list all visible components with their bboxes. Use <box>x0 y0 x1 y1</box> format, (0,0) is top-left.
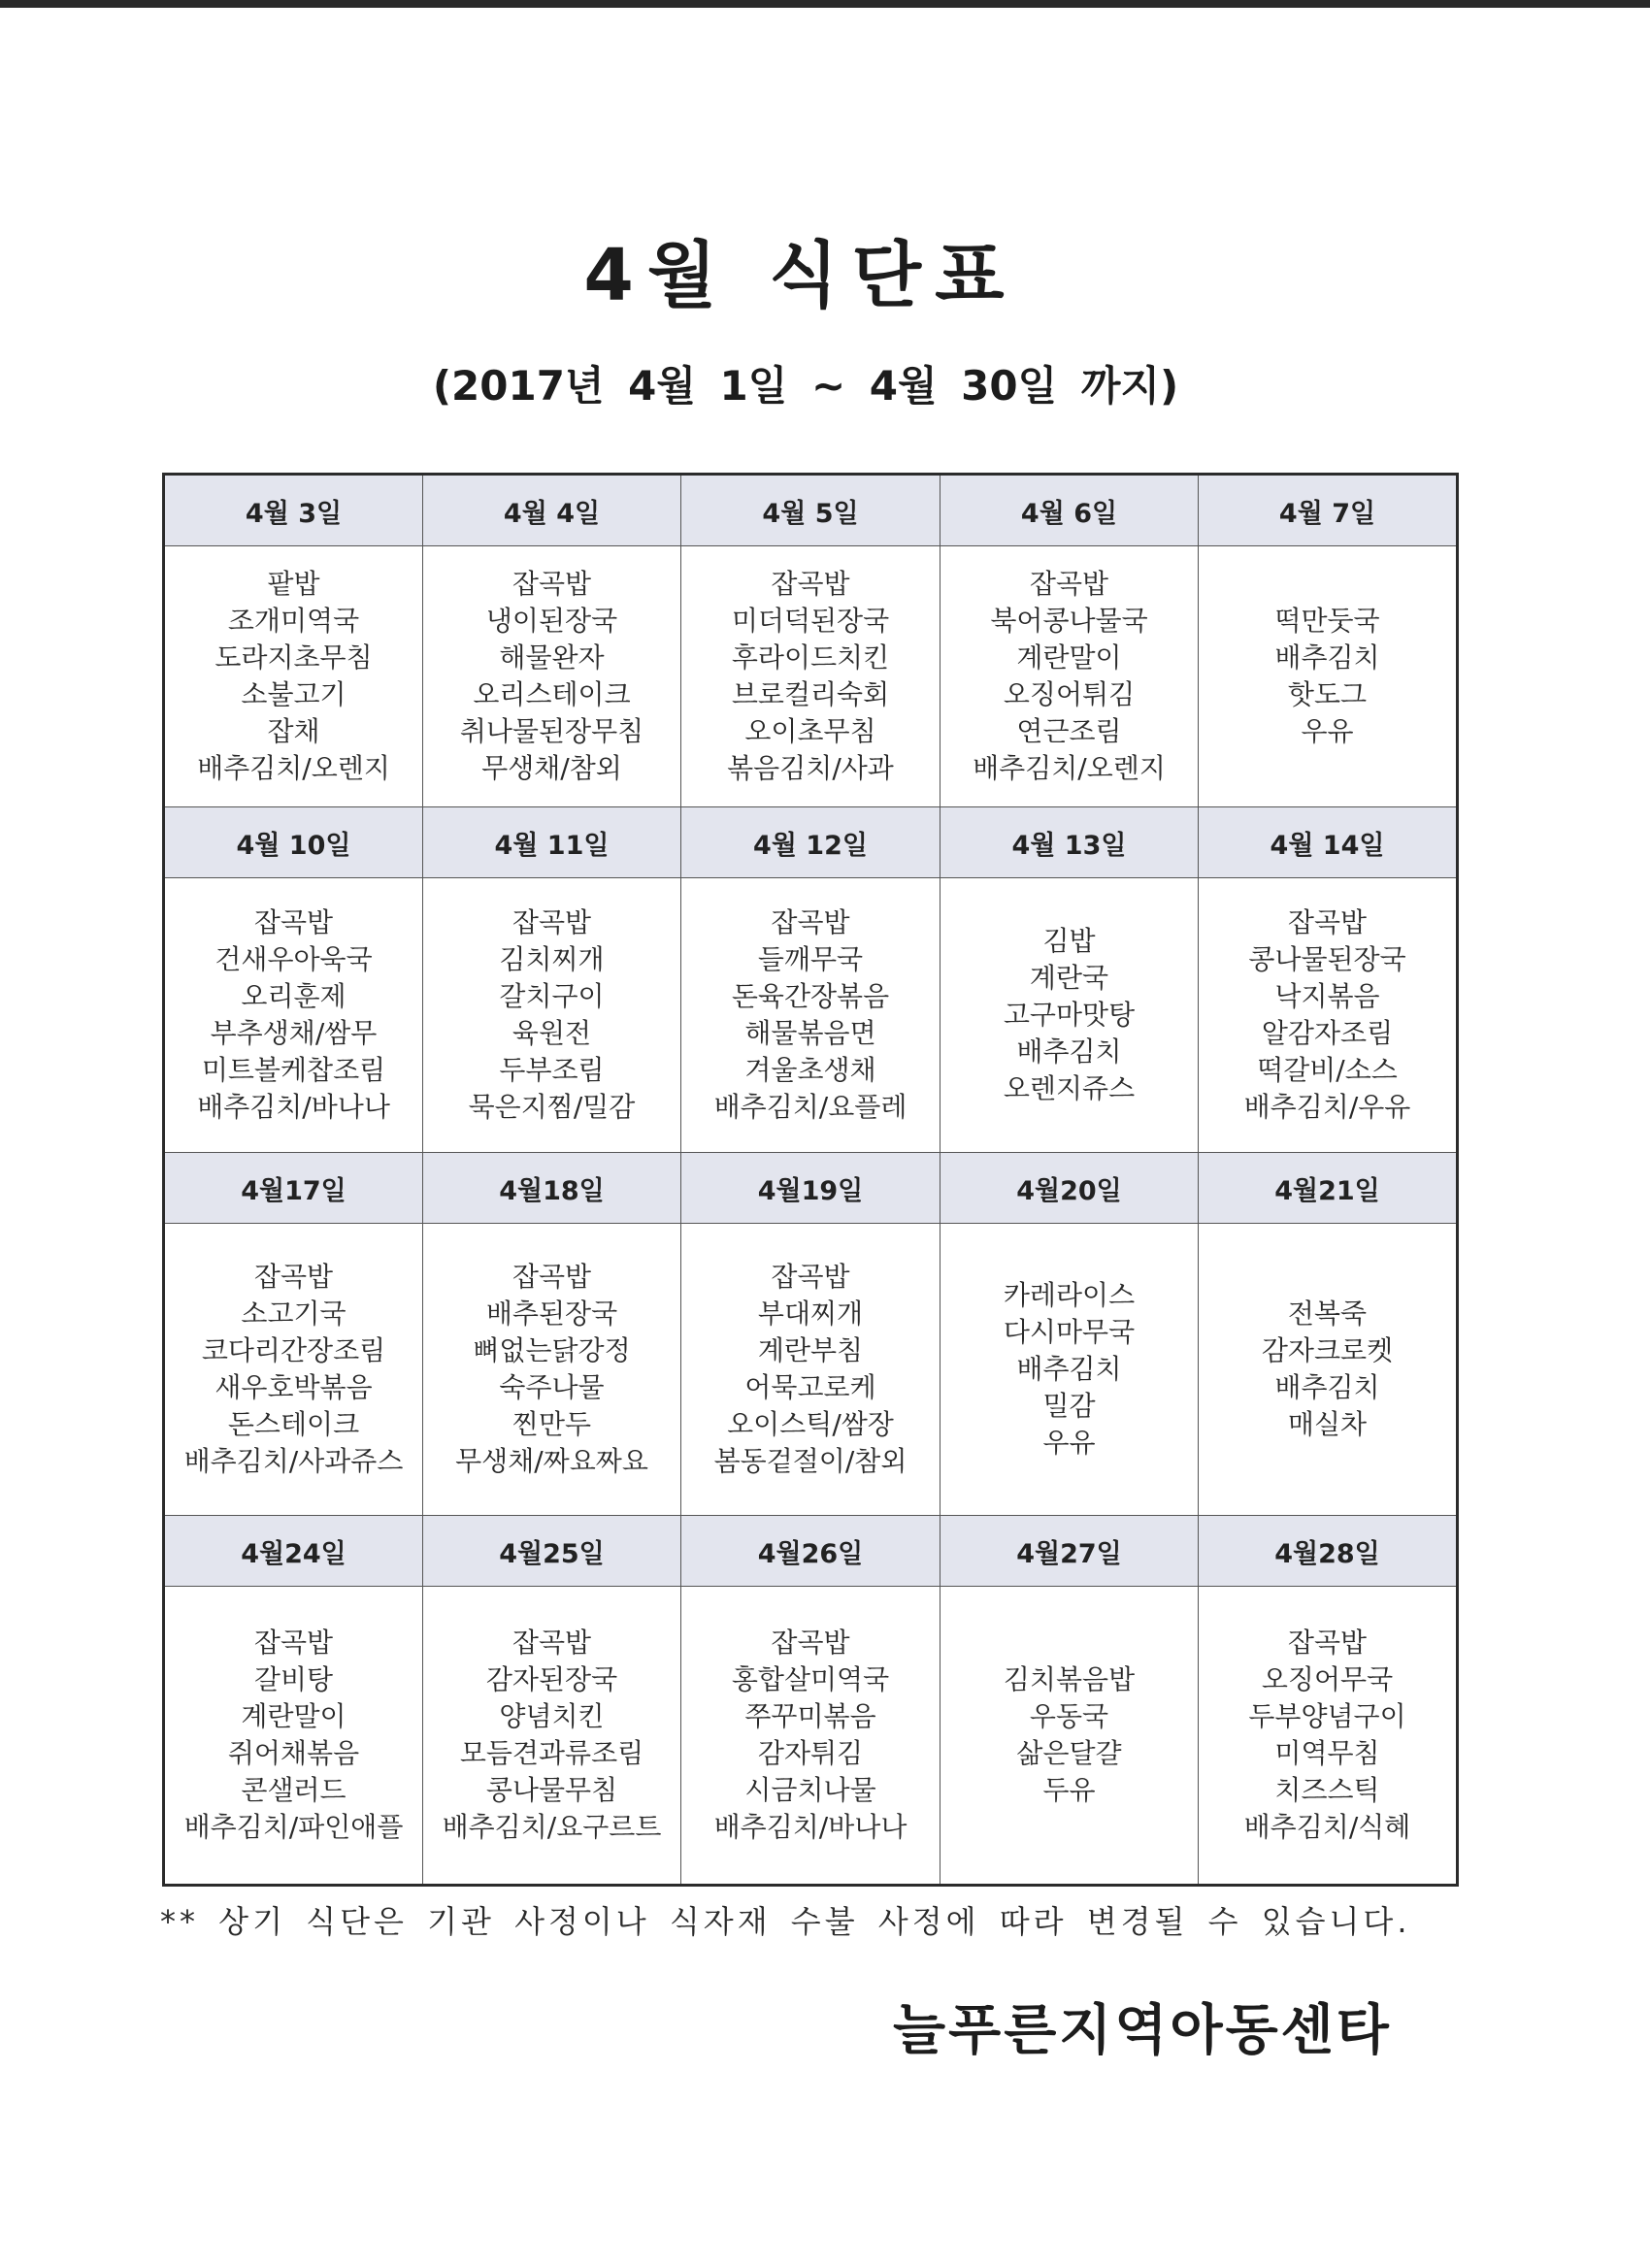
date-cell: 4월18일 <box>423 1153 681 1224</box>
dish-item: 찐만두 <box>512 1408 592 1440</box>
dish-item: 배추김치/오렌지 <box>197 752 390 784</box>
dish-item: 브로컬리숙회 <box>731 678 890 710</box>
page-title: 4월 식단표 <box>583 234 1018 317</box>
dish-item: 배추김치 <box>1016 1353 1122 1385</box>
dish-item: 후라이드치킨 <box>731 641 890 674</box>
dish-item: 잡곡밥 <box>512 1261 592 1293</box>
dish-item: 코다리간장조림 <box>201 1334 386 1366</box>
dish-item: 배추김치/오렌지 <box>973 752 1166 784</box>
dish-item: 김치볶음밥 <box>1003 1663 1136 1695</box>
dish-item: 소불고기 <box>241 678 346 710</box>
dish-item: 삶은달걀 <box>1016 1737 1122 1769</box>
dish-item: 계란말이 <box>1016 641 1122 674</box>
menu-cell <box>940 1587 1199 1886</box>
menu-cell <box>940 546 1199 807</box>
dish-item: 돈스테이크 <box>227 1408 360 1440</box>
dish-item: 미트볼케찹조림 <box>201 1054 386 1086</box>
dish-item: 묵은지찜/밀감 <box>468 1091 636 1123</box>
dish-item: 모듬견과류조림 <box>459 1737 644 1769</box>
menu-cell <box>164 546 423 807</box>
menu-cell <box>681 1224 940 1516</box>
dish-item: 봄동겉절이/참외 <box>713 1445 908 1477</box>
dish-item: 배추김치/요구르트 <box>442 1811 662 1843</box>
menu-cell <box>423 546 681 807</box>
dish-item: 계란부침 <box>757 1334 864 1366</box>
menu-cell <box>164 1587 423 1886</box>
date-cell: 4월 4일 <box>423 475 681 546</box>
menu-row <box>164 1587 1458 1886</box>
dish-item: 볶음김치/사과 <box>727 752 894 784</box>
menu-row <box>164 1224 1458 1516</box>
dish-item: 배추김치 <box>1016 1035 1122 1068</box>
dish-item: 건새우아욱국 <box>214 943 373 975</box>
dish-item: 오리훈제 <box>241 980 346 1012</box>
date-header-row <box>164 475 1458 546</box>
menu-table <box>162 473 1459 1887</box>
dish-item: 배추김치 <box>1274 1371 1380 1403</box>
dish-item: 미역무침 <box>1274 1737 1380 1769</box>
dish-item: 콩나물된장국 <box>1248 943 1406 975</box>
date-cell: 4월 3일 <box>164 475 423 546</box>
dish-item: 배추김치/식혜 <box>1243 1811 1411 1843</box>
date-cell: 4월17일 <box>164 1153 423 1224</box>
dish-item: 해물볶음면 <box>744 1017 876 1049</box>
date-cell: 4월25일 <box>423 1516 681 1587</box>
dish-item: 잡곡밥 <box>253 1627 334 1659</box>
dish-item: 배추김치/우유 <box>1243 1091 1411 1123</box>
dish-item: 우동국 <box>1029 1700 1109 1732</box>
dish-item: 배추김치 <box>1274 641 1380 674</box>
dish-item: 잡곡밥 <box>512 568 592 600</box>
dish-item: 들깨무국 <box>757 943 864 975</box>
dish-item: 잡곡밥 <box>512 1627 592 1659</box>
date-cell: 4월20일 <box>940 1153 1199 1224</box>
menu-cell <box>423 1224 681 1516</box>
menu-cell <box>164 1224 423 1516</box>
dish-item: 우유 <box>1042 1427 1096 1459</box>
date-cell: 4월 12일 <box>681 807 940 878</box>
dish-item: 잡곡밥 <box>253 1261 334 1293</box>
dish-item: 김밥 <box>1042 925 1096 957</box>
dish-item: 핫도그 <box>1287 678 1368 710</box>
dish-item: 해물완자 <box>499 641 605 674</box>
dish-item: 갈비탕 <box>253 1663 334 1695</box>
dish-item: 오징어무국 <box>1261 1663 1394 1695</box>
menu-table-body <box>164 475 1458 1886</box>
menu-cell <box>681 546 940 807</box>
date-cell: 4월 13일 <box>940 807 1199 878</box>
dish-item: 시금치나물 <box>744 1774 876 1806</box>
dish-item: 잡곡밥 <box>771 1261 850 1293</box>
date-cell: 4월 14일 <box>1199 807 1458 878</box>
dish-item: 육원전 <box>512 1017 592 1049</box>
dish-item: 홍합살미역국 <box>731 1663 890 1695</box>
dish-item: 양념치킨 <box>499 1700 605 1732</box>
dish-item: 밀감 <box>1042 1390 1096 1422</box>
dish-item: 돈육간장볶음 <box>731 980 890 1012</box>
dish-item: 배추김치/바나나 <box>197 1091 390 1123</box>
dish-item: 겨울초생채 <box>744 1054 876 1086</box>
menu-cell <box>1199 1587 1458 1886</box>
dish-item: 잡곡밥 <box>1029 568 1109 600</box>
dish-item: 오리스테이크 <box>473 678 631 710</box>
dish-item: 잡곡밥 <box>771 906 850 938</box>
date-cell: 4월 7일 <box>1199 475 1458 546</box>
dish-item: 전복죽 <box>1287 1298 1368 1330</box>
dish-item: 배추김치/파인애플 <box>183 1811 404 1843</box>
menu-cell <box>423 1587 681 1886</box>
menu-cell <box>940 1224 1199 1516</box>
date-header-row <box>164 1153 1458 1224</box>
organization-name: 늘푸른지역아동센타 <box>893 1999 1392 2062</box>
date-cell: 4월 6일 <box>940 475 1199 546</box>
dish-item: 부추생채/쌈무 <box>210 1017 378 1049</box>
dish-item: 오렌지쥬스 <box>1003 1072 1136 1104</box>
dish-item: 잡곡밥 <box>771 568 850 600</box>
dish-item: 배추김치/사과쥬스 <box>183 1445 404 1477</box>
dish-item: 소고기국 <box>241 1298 346 1330</box>
dish-item: 갈치구이 <box>499 980 605 1012</box>
date-header-row <box>164 807 1458 878</box>
menu-cell <box>681 878 940 1153</box>
dish-item: 콘샐러드 <box>241 1774 346 1806</box>
dish-item: 잡채 <box>267 715 320 747</box>
date-range-subtitle: (2017년 4월 1일 ~ 4월 30일 까지) <box>432 362 1179 410</box>
dish-item: 배추김치/바나나 <box>713 1811 908 1843</box>
menu-cell <box>164 878 423 1153</box>
dish-item: 북어콩나물국 <box>990 605 1148 637</box>
dish-item: 도라지초무침 <box>214 641 373 674</box>
disclaimer-note: ** 상기 식단은 기관 사정이나 식자재 수불 사정에 따라 변경될 수 있습니다. <box>160 1903 1411 1940</box>
dish-item: 배추김치/요플레 <box>713 1091 908 1123</box>
dish-item: 오징어튀김 <box>1003 678 1136 710</box>
dish-item: 쭈꾸미볶음 <box>744 1700 876 1732</box>
dish-item: 잡곡밥 <box>771 1627 850 1659</box>
dish-item: 계란국 <box>1029 962 1109 994</box>
date-cell: 4월19일 <box>681 1153 940 1224</box>
date-header-row <box>164 1516 1458 1587</box>
dish-item: 조개미역국 <box>227 605 360 637</box>
dish-item: 매실차 <box>1287 1408 1368 1440</box>
date-cell: 4월21일 <box>1199 1153 1458 1224</box>
dish-item: 숙주나물 <box>499 1371 605 1403</box>
dish-item: 무생채/참외 <box>481 752 622 784</box>
dish-item: 감자된장국 <box>485 1663 618 1695</box>
date-cell: 4월28일 <box>1199 1516 1458 1587</box>
dish-item: 떡만둣국 <box>1274 605 1380 637</box>
date-cell: 4월 5일 <box>681 475 940 546</box>
dish-item: 다시마무국 <box>1003 1316 1136 1348</box>
date-cell: 4월26일 <box>681 1516 940 1587</box>
dish-item: 계란말이 <box>241 1700 346 1732</box>
dish-item: 두부조림 <box>499 1054 605 1086</box>
dish-item: 미더덕된장국 <box>731 605 890 637</box>
dish-item: 떡갈비/소스 <box>1257 1054 1398 1086</box>
dish-item: 오이초무침 <box>744 715 876 747</box>
date-cell: 4월27일 <box>940 1516 1199 1587</box>
dish-item: 두부양념구이 <box>1248 1700 1406 1732</box>
scan-top-edge <box>0 0 1650 8</box>
dish-item: 카레라이스 <box>1003 1279 1136 1311</box>
menu-cell <box>1199 546 1458 807</box>
dish-item: 쥐어채볶음 <box>227 1737 360 1769</box>
menu-row <box>164 878 1458 1153</box>
dish-item: 알감자조림 <box>1261 1017 1394 1049</box>
dish-item: 냉이된장국 <box>485 605 618 637</box>
dish-item: 부대찌개 <box>757 1298 864 1330</box>
dish-item: 두유 <box>1042 1774 1096 1806</box>
dish-item: 잡곡밥 <box>253 906 334 938</box>
menu-cell <box>940 878 1199 1153</box>
dish-item: 무생채/짜요짜요 <box>455 1445 648 1477</box>
dish-item: 배추된장국 <box>485 1298 618 1330</box>
menu-cell <box>681 1587 940 1886</box>
dish-item: 취나물된장무침 <box>459 715 644 747</box>
date-cell: 4월 11일 <box>423 807 681 878</box>
dish-item: 우유 <box>1301 715 1354 747</box>
date-cell: 4월 10일 <box>164 807 423 878</box>
dish-item: 치즈스틱 <box>1274 1774 1380 1806</box>
date-cell: 4월24일 <box>164 1516 423 1587</box>
dish-item: 잡곡밥 <box>1287 906 1368 938</box>
menu-row <box>164 546 1458 807</box>
dish-item: 뼈없는닭강정 <box>473 1334 631 1366</box>
dish-item: 팥밥 <box>267 568 320 600</box>
dish-item: 연근조림 <box>1016 715 1122 747</box>
menu-cell <box>423 878 681 1153</box>
dish-item: 낙지볶음 <box>1274 980 1380 1012</box>
dish-item: 오이스틱/쌈장 <box>727 1408 894 1440</box>
menu-cell <box>1199 1224 1458 1516</box>
dish-item: 새우호박볶음 <box>214 1371 373 1403</box>
dish-item: 감자튀김 <box>757 1737 864 1769</box>
dish-item: 김치찌개 <box>499 943 605 975</box>
dish-item: 감자크로켓 <box>1261 1334 1394 1366</box>
menu-cell <box>1199 878 1458 1153</box>
dish-item: 고구마맛탕 <box>1003 999 1136 1031</box>
dish-item: 어묵고로케 <box>744 1371 876 1403</box>
dish-item: 콩나물무침 <box>485 1774 618 1806</box>
dish-item: 잡곡밥 <box>512 906 592 938</box>
dish-item: 잡곡밥 <box>1287 1627 1368 1659</box>
